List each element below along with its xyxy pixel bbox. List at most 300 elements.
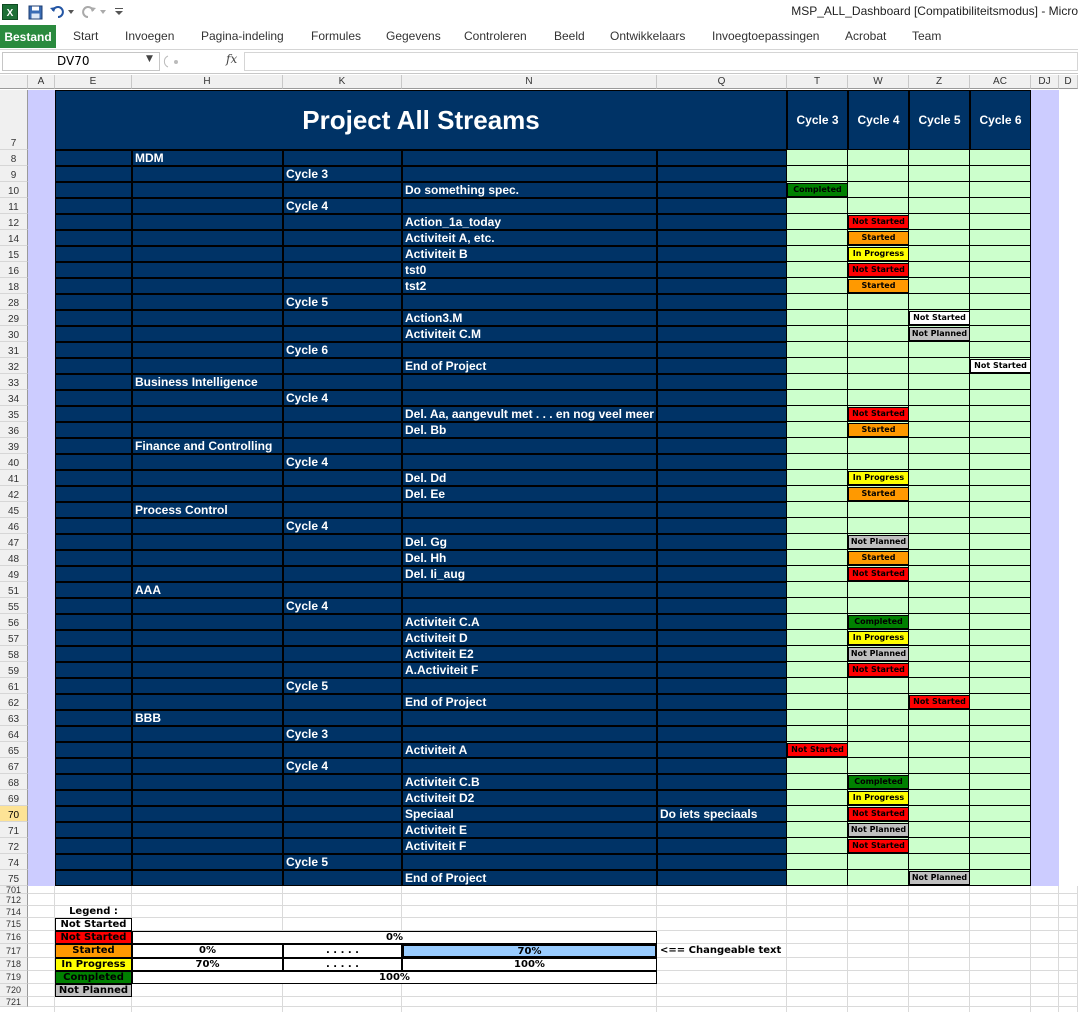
table-cell[interactable]	[402, 294, 657, 310]
table-cell[interactable]: Activiteit A, etc.	[402, 230, 657, 246]
table-cell[interactable]	[402, 854, 657, 870]
table-cell[interactable]	[657, 678, 787, 694]
table-cell[interactable]	[132, 598, 283, 614]
table-cell[interactable]	[402, 166, 657, 182]
table-cell[interactable]	[283, 742, 402, 758]
table-cell[interactable]	[283, 246, 402, 262]
status-cell[interactable]	[909, 790, 970, 806]
row-header-59[interactable]: 59	[0, 662, 28, 678]
table-cell[interactable]	[657, 838, 787, 854]
status-cell[interactable]	[787, 790, 848, 806]
status-cell[interactable]	[787, 422, 848, 438]
table-cell[interactable]: Cycle 4	[283, 198, 402, 214]
status-cell[interactable]	[909, 358, 970, 374]
table-cell[interactable]	[657, 150, 787, 166]
table-cell[interactable]	[55, 150, 132, 166]
column-header-ac[interactable]: AC	[970, 75, 1031, 89]
row-header-69[interactable]: 69	[0, 790, 28, 806]
row-header-70[interactable]: 70	[0, 806, 28, 822]
tab-team[interactable]: Team	[912, 29, 942, 43]
row-header-701[interactable]: 701	[0, 886, 28, 894]
status-cell[interactable]	[848, 342, 909, 358]
status-cell[interactable]	[787, 390, 848, 406]
status-cell[interactable]	[787, 678, 848, 694]
status-cell[interactable]	[970, 534, 1031, 550]
status-cell[interactable]	[787, 534, 848, 550]
table-cell[interactable]	[283, 822, 402, 838]
status-cell[interactable]	[909, 438, 970, 454]
status-cell[interactable]	[848, 854, 909, 870]
table-cell[interactable]	[402, 726, 657, 742]
table-cell[interactable]: BBB	[132, 710, 283, 726]
status-cell[interactable]	[909, 502, 970, 518]
row-header-57[interactable]: 57	[0, 630, 28, 646]
table-cell[interactable]	[55, 726, 132, 742]
status-cell[interactable]	[909, 374, 970, 390]
row-header-41[interactable]: 41	[0, 470, 28, 486]
status-cell[interactable]	[848, 502, 909, 518]
table-cell[interactable]	[132, 406, 283, 422]
status-cell[interactable]	[787, 278, 848, 294]
table-cell[interactable]	[657, 822, 787, 838]
table-cell[interactable]	[55, 790, 132, 806]
row-header-15[interactable]: 15	[0, 246, 28, 262]
row-header-28[interactable]: 28	[0, 294, 28, 310]
table-cell[interactable]: Finance and Controlling	[132, 438, 283, 454]
table-cell[interactable]	[132, 278, 283, 294]
status-cell[interactable]	[909, 454, 970, 470]
status-cell[interactable]	[909, 646, 970, 662]
table-cell[interactable]	[402, 678, 657, 694]
table-cell[interactable]: Process Control	[132, 502, 283, 518]
table-cell[interactable]	[132, 726, 283, 742]
status-cell[interactable]	[909, 390, 970, 406]
table-cell[interactable]: Activiteit C.B	[402, 774, 657, 790]
status-cell[interactable]	[970, 758, 1031, 774]
table-cell[interactable]	[402, 150, 657, 166]
status-cell[interactable]	[787, 486, 848, 502]
table-cell[interactable]: Del. Ee	[402, 486, 657, 502]
status-cell[interactable]	[787, 470, 848, 486]
row-header-7[interactable]: 7	[0, 90, 28, 150]
table-cell[interactable]	[657, 550, 787, 566]
table-cell[interactable]: Cycle 3	[283, 726, 402, 742]
table-cell[interactable]	[657, 278, 787, 294]
row-header-719[interactable]: 719	[0, 971, 28, 984]
status-cell[interactable]	[970, 678, 1031, 694]
table-cell[interactable]	[132, 614, 283, 630]
table-cell[interactable]	[657, 646, 787, 662]
table-cell[interactable]: Del. Gg	[402, 534, 657, 550]
table-cell[interactable]	[55, 838, 132, 854]
row-header-48[interactable]: 48	[0, 550, 28, 566]
table-cell[interactable]	[657, 758, 787, 774]
row-header-58[interactable]: 58	[0, 646, 28, 662]
row-header-34[interactable]: 34	[0, 390, 28, 406]
status-cell[interactable]	[970, 582, 1031, 598]
table-cell[interactable]: Do something spec.	[402, 182, 657, 198]
table-cell[interactable]	[132, 742, 283, 758]
table-cell[interactable]: Activiteit B	[402, 246, 657, 262]
table-cell[interactable]	[55, 182, 132, 198]
status-cell[interactable]	[909, 710, 970, 726]
table-cell[interactable]	[657, 502, 787, 518]
row-header-18[interactable]: 18	[0, 278, 28, 294]
table-cell[interactable]	[132, 310, 283, 326]
table-cell[interactable]	[657, 534, 787, 550]
column-header-z[interactable]: Z	[909, 75, 970, 89]
table-cell[interactable]	[55, 518, 132, 534]
table-cell[interactable]: Speciaal	[402, 806, 657, 822]
status-cell[interactable]	[787, 294, 848, 310]
table-cell[interactable]	[283, 278, 402, 294]
table-cell[interactable]: Cycle 4	[283, 454, 402, 470]
status-cell[interactable]	[787, 310, 848, 326]
status-cell[interactable]	[909, 166, 970, 182]
status-cell[interactable]	[970, 438, 1031, 454]
column-header-e[interactable]: E	[55, 75, 132, 89]
status-cell[interactable]	[909, 582, 970, 598]
table-cell[interactable]	[657, 262, 787, 278]
table-cell[interactable]	[132, 678, 283, 694]
table-cell[interactable]	[402, 342, 657, 358]
status-cell[interactable]	[787, 230, 848, 246]
row-header-14[interactable]: 14	[0, 230, 28, 246]
table-cell[interactable]	[657, 182, 787, 198]
table-cell[interactable]	[283, 310, 402, 326]
table-cell[interactable]: tst2	[402, 278, 657, 294]
status-cell[interactable]	[848, 694, 909, 710]
corner-cell[interactable]	[0, 75, 28, 89]
table-cell[interactable]: Cycle 4	[283, 758, 402, 774]
status-cell[interactable]	[970, 390, 1031, 406]
status-cell[interactable]	[970, 230, 1031, 246]
status-cell[interactable]	[970, 598, 1031, 614]
table-cell[interactable]	[55, 678, 132, 694]
status-cell[interactable]	[970, 502, 1031, 518]
table-cell[interactable]	[132, 166, 283, 182]
table-cell[interactable]	[132, 390, 283, 406]
table-cell[interactable]: Cycle 4	[283, 598, 402, 614]
status-cell[interactable]	[787, 150, 848, 166]
table-cell[interactable]	[132, 214, 283, 230]
table-cell[interactable]	[132, 694, 283, 710]
row-header-11[interactable]: 11	[0, 198, 28, 214]
table-cell[interactable]	[55, 774, 132, 790]
table-cell[interactable]	[657, 422, 787, 438]
table-cell[interactable]	[283, 486, 402, 502]
status-cell[interactable]	[970, 870, 1031, 886]
table-cell[interactable]: Activiteit E	[402, 822, 657, 838]
table-cell[interactable]	[283, 182, 402, 198]
status-cell[interactable]	[909, 230, 970, 246]
row-header-716[interactable]: 716	[0, 931, 28, 944]
table-cell[interactable]: Do iets speciaals	[657, 806, 787, 822]
table-cell[interactable]	[283, 582, 402, 598]
table-cell[interactable]: tst0	[402, 262, 657, 278]
table-cell[interactable]: Activiteit E2	[402, 646, 657, 662]
table-cell[interactable]	[283, 630, 402, 646]
status-cell[interactable]	[909, 182, 970, 198]
table-cell[interactable]	[657, 774, 787, 790]
status-cell[interactable]	[848, 358, 909, 374]
table-cell[interactable]	[55, 582, 132, 598]
table-cell[interactable]: Activiteit A	[402, 742, 657, 758]
status-cell[interactable]	[848, 710, 909, 726]
table-cell[interactable]	[657, 166, 787, 182]
table-cell[interactable]	[283, 774, 402, 790]
table-cell[interactable]	[402, 598, 657, 614]
status-cell[interactable]	[909, 246, 970, 262]
table-cell[interactable]	[657, 294, 787, 310]
table-cell[interactable]	[55, 294, 132, 310]
table-cell[interactable]	[283, 358, 402, 374]
status-cell[interactable]	[909, 406, 970, 422]
status-cell[interactable]	[787, 358, 848, 374]
table-cell[interactable]	[283, 790, 402, 806]
table-cell[interactable]	[55, 694, 132, 710]
row-header-29[interactable]: 29	[0, 310, 28, 326]
table-cell[interactable]	[55, 870, 132, 886]
table-cell[interactable]	[132, 358, 283, 374]
table-cell[interactable]: Business Intelligence	[132, 374, 283, 390]
status-cell[interactable]	[909, 534, 970, 550]
table-cell[interactable]	[132, 198, 283, 214]
table-cell[interactable]: Activiteit D2	[402, 790, 657, 806]
status-cell[interactable]	[909, 198, 970, 214]
status-cell[interactable]	[970, 182, 1031, 198]
table-cell[interactable]	[657, 566, 787, 582]
row-header-49[interactable]: 49	[0, 566, 28, 582]
table-cell[interactable]	[283, 566, 402, 582]
table-cell[interactable]: Del. Dd	[402, 470, 657, 486]
table-cell[interactable]	[283, 614, 402, 630]
table-cell[interactable]	[132, 566, 283, 582]
status-cell[interactable]	[970, 710, 1031, 726]
table-cell[interactable]	[402, 502, 657, 518]
table-cell[interactable]	[657, 598, 787, 614]
status-cell[interactable]	[970, 790, 1031, 806]
status-cell[interactable]	[909, 262, 970, 278]
status-cell[interactable]	[909, 214, 970, 230]
status-cell[interactable]	[970, 150, 1031, 166]
table-cell[interactable]: Action3.M	[402, 310, 657, 326]
status-cell[interactable]	[848, 390, 909, 406]
table-cell[interactable]	[132, 822, 283, 838]
status-cell[interactable]	[787, 582, 848, 598]
tab-view[interactable]: Beeld	[554, 29, 585, 43]
column-header-q[interactable]: Q	[657, 75, 787, 89]
table-cell[interactable]: Activiteit C.A	[402, 614, 657, 630]
status-cell[interactable]	[787, 870, 848, 886]
table-cell[interactable]	[132, 662, 283, 678]
table-cell[interactable]	[55, 614, 132, 630]
table-cell[interactable]: End of Project	[402, 358, 657, 374]
status-cell[interactable]	[970, 262, 1031, 278]
row-header-56[interactable]: 56	[0, 614, 28, 630]
status-cell[interactable]	[787, 806, 848, 822]
column-header-k[interactable]: K	[283, 75, 402, 89]
table-cell[interactable]: Del. Bb	[402, 422, 657, 438]
status-cell[interactable]	[787, 214, 848, 230]
status-cell[interactable]	[909, 278, 970, 294]
row-header-75[interactable]: 75	[0, 870, 28, 886]
status-cell[interactable]	[909, 470, 970, 486]
status-cell[interactable]	[970, 726, 1031, 742]
status-cell[interactable]	[848, 758, 909, 774]
table-cell[interactable]	[657, 486, 787, 502]
status-cell[interactable]	[787, 198, 848, 214]
table-cell[interactable]	[55, 278, 132, 294]
table-cell[interactable]	[402, 710, 657, 726]
table-cell[interactable]	[132, 326, 283, 342]
table-cell[interactable]	[283, 694, 402, 710]
table-cell[interactable]	[55, 326, 132, 342]
table-cell[interactable]	[55, 406, 132, 422]
row-header-42[interactable]: 42	[0, 486, 28, 502]
table-cell[interactable]	[657, 742, 787, 758]
table-cell[interactable]	[132, 294, 283, 310]
status-cell[interactable]	[970, 854, 1031, 870]
table-cell[interactable]	[657, 854, 787, 870]
table-cell[interactable]	[283, 662, 402, 678]
row-header-64[interactable]: 64	[0, 726, 28, 742]
tab-insert[interactable]: Invoegen	[125, 29, 175, 43]
status-cell[interactable]	[787, 566, 848, 582]
row-header-718[interactable]: 718	[0, 958, 28, 971]
status-cell[interactable]	[970, 614, 1031, 630]
table-cell[interactable]: MDM	[132, 150, 283, 166]
status-cell[interactable]	[848, 726, 909, 742]
status-cell[interactable]	[970, 278, 1031, 294]
status-cell[interactable]	[848, 294, 909, 310]
table-cell[interactable]	[55, 374, 132, 390]
table-cell[interactable]	[55, 822, 132, 838]
table-cell[interactable]	[55, 230, 132, 246]
table-cell[interactable]: AAA	[132, 582, 283, 598]
table-cell[interactable]	[55, 454, 132, 470]
status-cell[interactable]	[909, 566, 970, 582]
row-header-40[interactable]: 40	[0, 454, 28, 470]
table-cell[interactable]	[657, 710, 787, 726]
status-cell[interactable]	[787, 614, 848, 630]
table-cell[interactable]	[657, 614, 787, 630]
status-cell[interactable]	[970, 646, 1031, 662]
table-cell[interactable]	[132, 854, 283, 870]
table-cell[interactable]	[55, 486, 132, 502]
status-cell[interactable]	[848, 182, 909, 198]
table-cell[interactable]	[657, 870, 787, 886]
table-cell[interactable]: End of Project	[402, 694, 657, 710]
table-cell[interactable]	[657, 310, 787, 326]
status-cell[interactable]	[970, 214, 1031, 230]
column-header-h[interactable]: H	[132, 75, 283, 89]
status-cell[interactable]	[909, 758, 970, 774]
table-cell[interactable]	[657, 438, 787, 454]
status-cell[interactable]	[909, 150, 970, 166]
table-cell[interactable]	[132, 486, 283, 502]
row-header-45[interactable]: 45	[0, 502, 28, 518]
status-cell[interactable]	[848, 678, 909, 694]
table-cell[interactable]: Activiteit D	[402, 630, 657, 646]
status-cell[interactable]	[848, 150, 909, 166]
row-header-39[interactable]: 39	[0, 438, 28, 454]
table-cell[interactable]	[283, 710, 402, 726]
table-cell[interactable]: Cycle 4	[283, 390, 402, 406]
table-cell[interactable]	[55, 646, 132, 662]
table-cell[interactable]	[55, 550, 132, 566]
status-cell[interactable]	[787, 598, 848, 614]
table-cell[interactable]	[132, 230, 283, 246]
status-cell[interactable]	[970, 486, 1031, 502]
table-cell[interactable]	[132, 630, 283, 646]
table-cell[interactable]: Action_1a_today	[402, 214, 657, 230]
table-cell[interactable]	[657, 790, 787, 806]
status-cell[interactable]	[909, 678, 970, 694]
table-cell[interactable]	[283, 422, 402, 438]
status-cell[interactable]	[909, 838, 970, 854]
table-cell[interactable]	[402, 390, 657, 406]
table-cell[interactable]: End of Project	[402, 870, 657, 886]
tab-data[interactable]: Gegevens	[386, 29, 441, 43]
status-cell[interactable]	[787, 518, 848, 534]
status-cell[interactable]	[909, 854, 970, 870]
table-cell[interactable]	[55, 742, 132, 758]
row-header-720[interactable]: 720	[0, 984, 28, 997]
table-cell[interactable]	[132, 870, 283, 886]
row-header-67[interactable]: 67	[0, 758, 28, 774]
table-cell[interactable]	[402, 198, 657, 214]
status-cell[interactable]	[970, 310, 1031, 326]
status-cell[interactable]	[909, 774, 970, 790]
table-cell[interactable]	[283, 438, 402, 454]
status-cell[interactable]	[909, 598, 970, 614]
table-cell[interactable]	[283, 406, 402, 422]
column-header-w[interactable]: W	[848, 75, 909, 89]
table-cell[interactable]	[283, 550, 402, 566]
status-cell[interactable]	[787, 758, 848, 774]
row-header-9[interactable]: 9	[0, 166, 28, 182]
table-cell[interactable]	[55, 662, 132, 678]
tab-file[interactable]: Bestand	[0, 25, 56, 48]
tab-start[interactable]: Start	[73, 29, 99, 43]
table-cell[interactable]	[283, 214, 402, 230]
table-cell[interactable]	[657, 454, 787, 470]
table-cell[interactable]	[55, 310, 132, 326]
status-cell[interactable]	[970, 550, 1031, 566]
row-header-55[interactable]: 55	[0, 598, 28, 614]
table-cell[interactable]	[402, 518, 657, 534]
status-cell[interactable]	[970, 566, 1031, 582]
table-cell[interactable]	[55, 502, 132, 518]
status-cell[interactable]	[787, 406, 848, 422]
table-cell[interactable]	[657, 198, 787, 214]
row-header-63[interactable]: 63	[0, 710, 28, 726]
row-header-31[interactable]: 31	[0, 342, 28, 358]
table-cell[interactable]: Del. Hh	[402, 550, 657, 566]
row-header-72[interactable]: 72	[0, 838, 28, 854]
row-header-10[interactable]: 10	[0, 182, 28, 198]
status-cell[interactable]	[787, 774, 848, 790]
tab-review[interactable]: Controleren	[464, 29, 527, 43]
table-cell[interactable]	[657, 518, 787, 534]
status-cell[interactable]	[787, 326, 848, 342]
status-cell[interactable]	[970, 246, 1031, 262]
status-cell[interactable]	[909, 486, 970, 502]
status-cell[interactable]	[909, 822, 970, 838]
table-cell[interactable]	[657, 374, 787, 390]
row-header-62[interactable]: 62	[0, 694, 28, 710]
